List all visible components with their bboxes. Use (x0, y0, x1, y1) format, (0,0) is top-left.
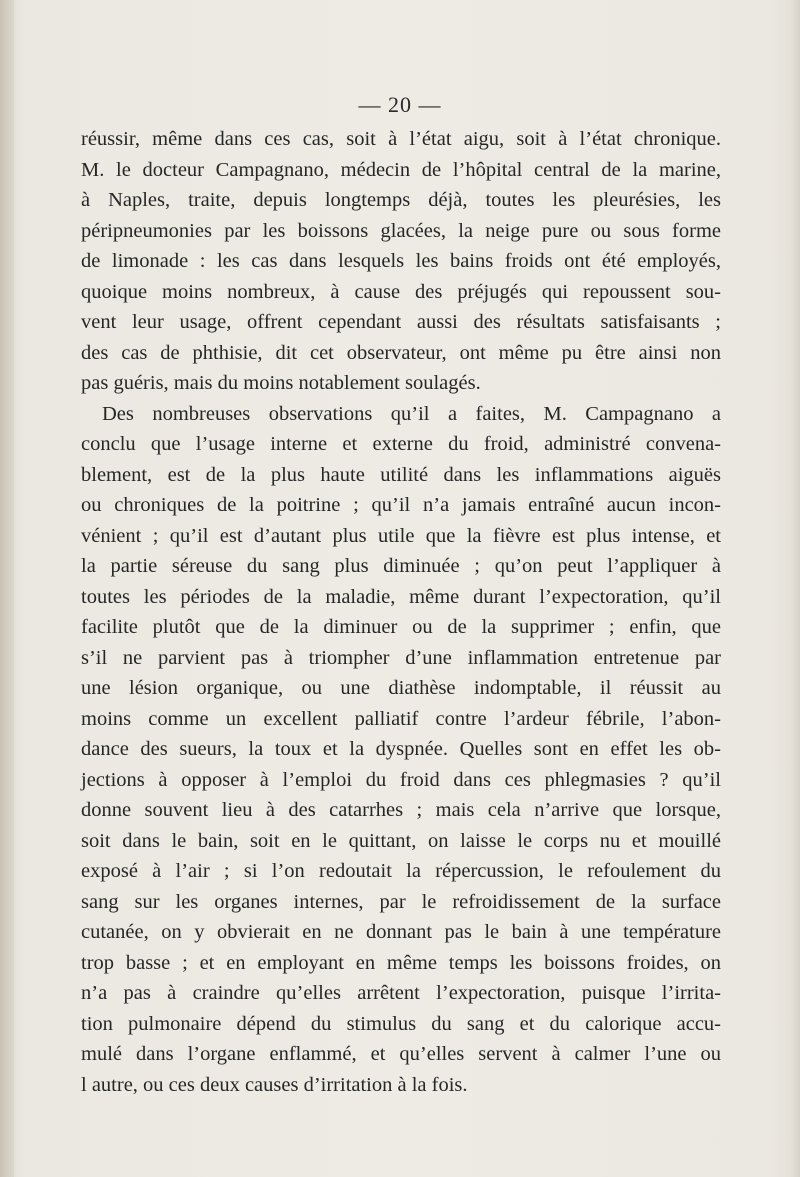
text-line: à Naples, traite, depuis longtemps déjà, toutes les pleurésies, les (81, 189, 721, 211)
text-line: ou chroniques de la poitrine ; qu’il n’a jamais entraîné aucun incon- (81, 494, 721, 516)
text-line: l autre, ou ces deux causes d’irritation à la fois. (81, 1073, 468, 1096)
text-line: réussir, même dans ces cas, soit à l’état aigu, soit à l’état chronique. (81, 128, 721, 150)
text-line: conclu que l’usage interne et externe du froid, administré convena- (81, 433, 721, 455)
text-line: mulé dans l’organe enflammé, et qu’elles servent à calmer l’une ou (81, 1043, 721, 1065)
text-line: soit dans le bain, soit en le quittant, on laisse le corps nu et mouillé (81, 829, 721, 852)
text-line: péripneumonies par les boissons glacées, la neige pure ou sous forme (81, 219, 721, 242)
text-line: tion pulmonaire dépend du stimulus du sang et du calorique accu- (81, 1012, 721, 1035)
text-line: de limonade : les cas dans lesquels les bains froids ont été employés, (81, 250, 721, 272)
text-line: Des nombreuses observations qu’il a faites, M. Campagnano a (102, 402, 721, 425)
text-line: cutanée, on y obvierait en ne donnant pas le bain à une température (81, 921, 721, 943)
text-line: s’il ne parvient pas à triompher d’une inflammation entretenue par (81, 646, 721, 669)
text-line: trop basse ; et en employant en même temps les boissons froides, on (81, 951, 721, 974)
text-line: jections à opposer à l’emploi du froid dans ces phlegmasies ? qu’il (81, 768, 721, 791)
text-line: dance des sueurs, la toux et la dyspnée. Quelles sont en effet les ob- (81, 738, 721, 760)
text-line: donne souvent lieu à des catarrhes ; mais cela n’arrive que lorsque, (81, 799, 721, 821)
text-line: moins comme un excellent palliatif contre l’ardeur fébrile, l’abon- (81, 707, 721, 730)
body-text (81, 124, 721, 1100)
text-line: une lésion organique, ou une diathèse indomptable, il réussit au (81, 677, 721, 699)
text-line: quoique moins nombreux, à cause des préjugés qui repoussent sou- (81, 280, 721, 303)
page-number: — 20 — (358, 92, 442, 117)
text-line: blement, est de la plus haute utilité dans les inflammations aiguës (81, 463, 721, 486)
text-line: des cas de phthisie, dit cet observateur, ont même pu être ainsi non (81, 341, 721, 364)
text-line: la partie séreuse du sang plus diminuée ; qu’on peut l’appliquer à (81, 555, 721, 577)
text-line: sang sur les organes internes, par le refroidissement de la surface (81, 890, 721, 913)
text-line: facilite plutôt que de la diminuer ou de la supprimer ; enfin, que (81, 616, 721, 638)
text-line: vent leur usage, offrent cependant aussi des résultats satisfaisants ; (81, 311, 721, 333)
text-line: n’a pas à craindre qu’elles arrêtent l’expectoration, puisque l’irrita- (81, 982, 721, 1004)
page-binding-shadow (0, 0, 14, 1177)
page-edge-shadow (790, 0, 800, 1177)
text-line: vénient ; qu’il est d’autant plus utile que la fièvre est plus intense, et (81, 524, 721, 547)
text-line: pas guéris, mais du moins notablement soulagés. (81, 372, 481, 394)
text-line: toutes les périodes de la maladie, même durant l’expectoration, qu’il (81, 585, 721, 608)
text-line: exposé à l’air ; si l’on redoutait la répercussion, le refoulement du (81, 860, 721, 882)
text-line: M. le docteur Campagnano, médecin de l’hôpital central de la marine, (81, 158, 721, 181)
